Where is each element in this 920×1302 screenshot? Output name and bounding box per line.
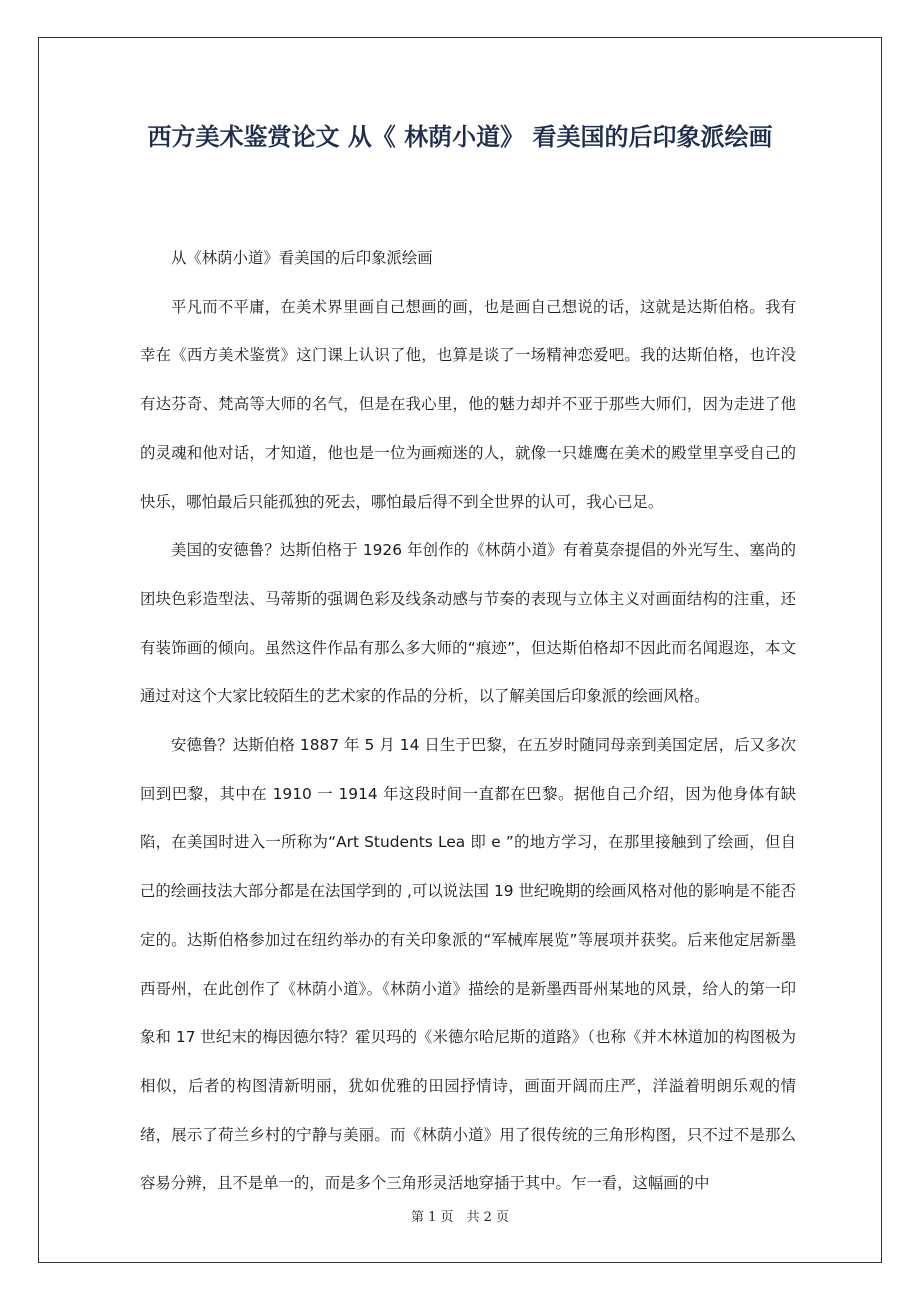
body-paragraph: 安德鲁？达斯伯格 1887 年 5 月 14 日生于巴黎，在五岁时随同母亲到美国定居，后又多次回到巴黎，其中在 1910 一 1914 年这段时间一直都在巴黎。据他自己介绍，因为他身体有缺陷，在美国时进入一所称为“Art Students Lea 即 e ”的地方学习，在那里接触到了绘画，但自己的绘画技法大部分都是在法国学到的 ,可以说法国 19 世纪晚期的绘画风格对他的影响是不能否定的。达斯伯格参加过在纽约举办的有关印象派的“军械库展览”等展项并获奖。后来他定居新墨西哥州，在此创作了《林荫小道》。《林荫小道》描绘的是新墨西哥州某地的风景，给人的第一印象和 17 世纪末的梅因德尔特？霍贝玛的《米德尔哈尼斯的道路》（也称《并木林道加的构图极为相似，后者的构图清新明丽，犹如优雅的田园抒情诗，画面开阔而庄严，洋溢着明朗乐观的情绪，展示了荷兰乡村的宁静与美丽。而《林荫小道》用了很传统的三角形构图，只不过不是那么容易分辨，且不是单一的，而是多个三角形灵活地穿插于其中。乍一看，这幅画的中 [140, 736, 796, 1193]
document-body [140, 234, 796, 1208]
subtitle-paragraph: 从《林荫小道》看美国的后印象派绘画 [171, 249, 433, 267]
body-paragraph: 平凡而不平庸，在美术界里画自己想画的画，也是画自己想说的话，这就是达斯伯格。我有幸在《西方美术鉴赏》这门课上认识了他，也算是谈了一场精神恋爱吧。我的达斯伯格，也许没有达芬奇、梵高等大师的名气，但是在我心里，他的魅力却并不亚于那些大师们，因为走进了他的灵魂和他对话，才知道，他也是一位为画痴迷的人，就像一只雄鹰在美术的殿堂里享受自己的快乐，哪怕最后只能孤独的死去，哪怕最后得不到全世界的认可，我心已足。 [140, 297, 796, 511]
document-title: 西方美术鉴赏论文 从《 林荫小道》 看美国的后印象派绘画 [147, 123, 773, 151]
body-paragraph: 美国的安德鲁？达斯伯格于 1926 年创作的《林荫小道》有着莫奈提倡的外光写生、塞尚的团块色彩造型法、马蒂斯的强调色彩及线条动感与节奏的表现与立体主义对画面结构的注重，还有装饰画的倾向。虽然这件作品有那么多大师的“痕迹”，但达斯伯格却不因此而名闻遐迩，本文通过对这个大家比较陌生的艺术家的作品的分析，以了解美国后印象派的绘画风格。 [140, 541, 796, 706]
page-footer: 第 1 页 共 2 页 [410, 1210, 510, 1225]
